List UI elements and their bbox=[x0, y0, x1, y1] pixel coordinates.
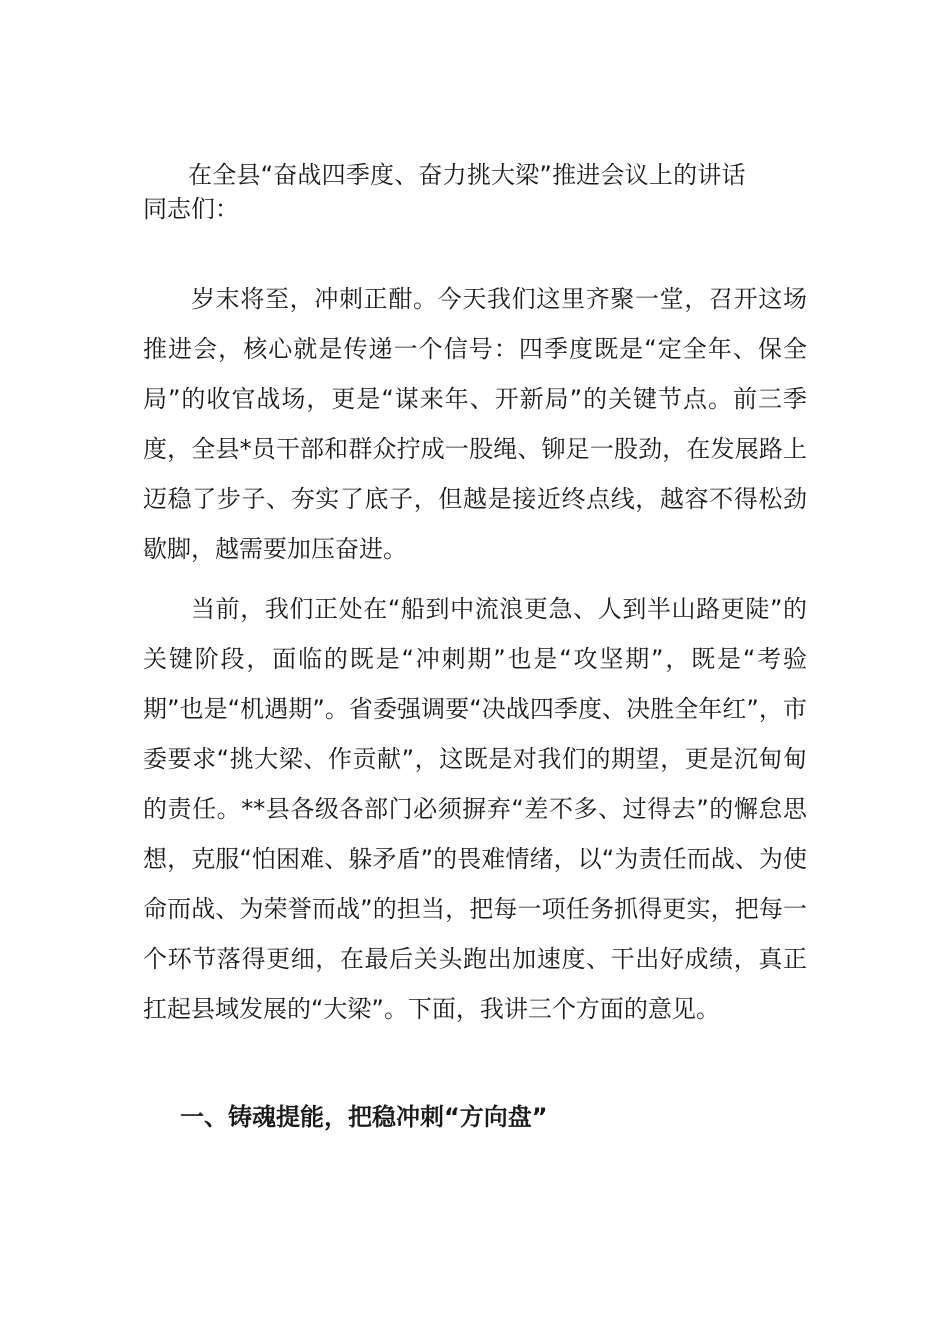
paragraph-2: 当前，我们正处在“船到中流浪更急、人到半山路更陡”的关键阶段，面临的既是“冲刺期”也是“攻坚期”，既是“考验期”也是“机遇期”。省委强调要“决战四季度、决胜全年红”，市委要求“挑大梁、作贡献”，这既是对我们的期望，更是沉甸甸的责任。**县各级各部门必须摒弃“差不多、过得去”的懈怠思想，克服“怕困难、躲矛盾”的畏难情绪，以“为责任而战、为使命而战、为荣誉而战”的担当，把每一项任务抓得更实，把每一个环节落得更细，在最后关头跑出加速度、干出好成绩，真正扛起县域发展的“大梁”。下面，我讲三个方面的意见。 bbox=[143, 595, 807, 1023]
document-title: 在全县“奋战四季度、奋力挑大梁”推进会议上的讲话 bbox=[188, 161, 746, 189]
salutation: 同志们： bbox=[143, 195, 239, 223]
paragraph-1: 岁末将至，冲刺正酣。今天我们这里齐聚一堂，召开这场推进会，核心就是传递一个信号：四季度既是“定全年、保全局”的收官战场，更是“谋来年、开新局”的关键节点。前三季度，全县*员干部和群众拧成一股绳、铆足一股劲，在发展路上迈稳了步子、夯实了底子，但越是接近终点线，越容不得松劲歇脚，越需要加压奋进。 bbox=[143, 285, 807, 563]
section-heading: 一、铸魂提能，把稳冲刺“方向盘” bbox=[180, 1103, 548, 1131]
